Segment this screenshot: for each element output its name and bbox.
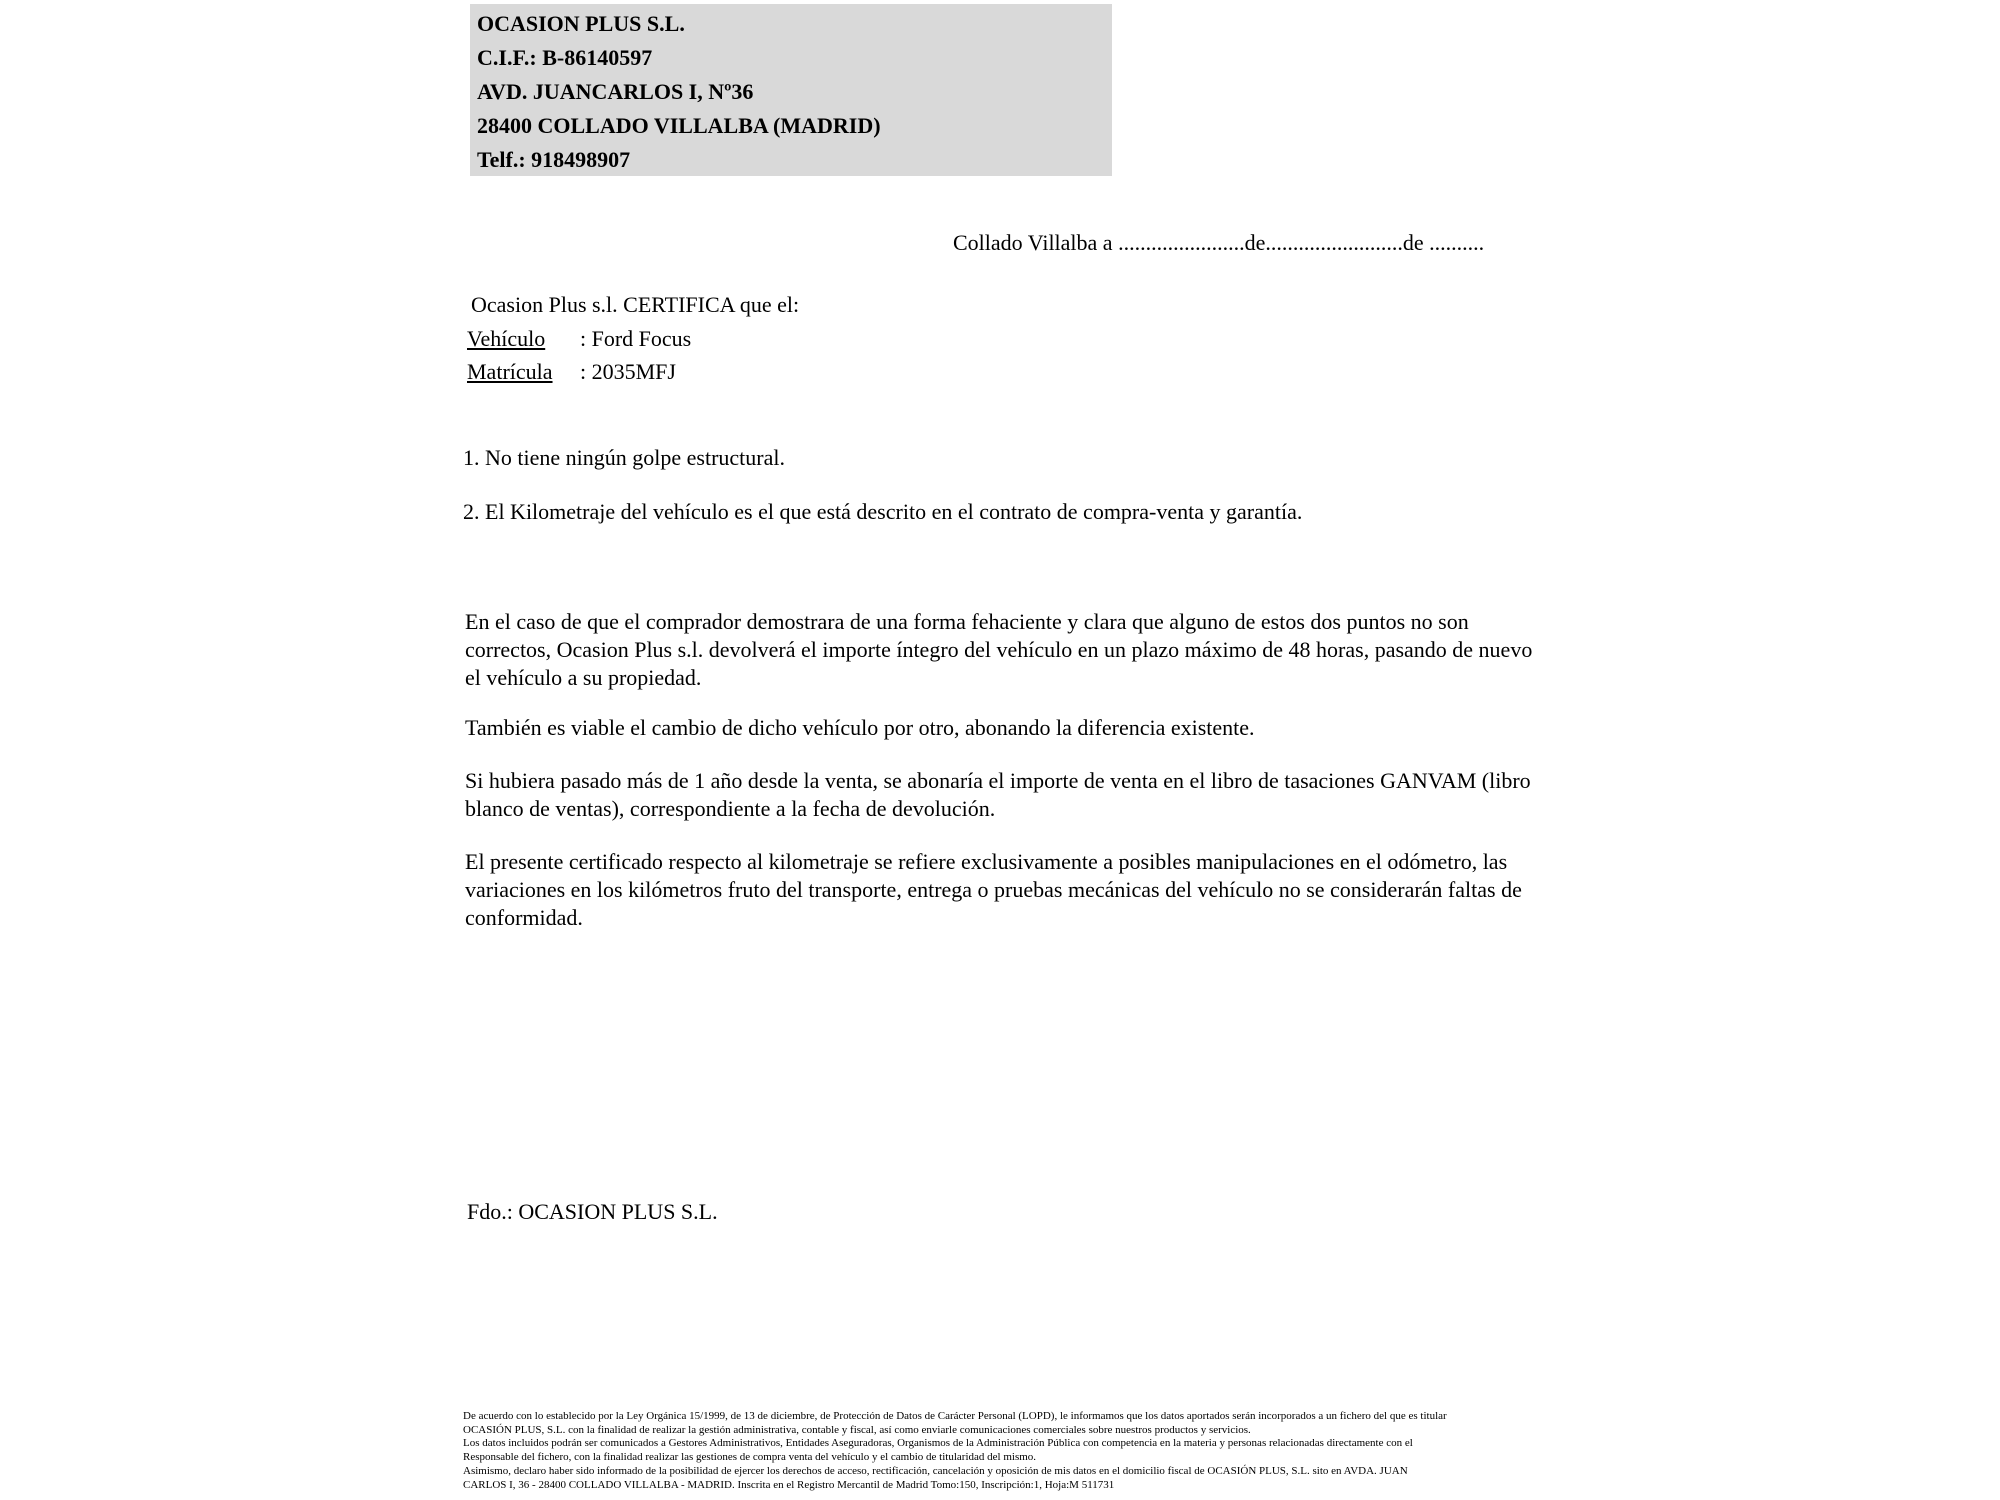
certify-intro: Ocasion Plus s.l. CERTIFICA que el: [471,292,800,317]
plate-label: Matrícula [467,359,553,384]
legal-footer-line: Asimismo, declaro haber sido informado de la posibilidad de ejercer los derechos de acceso, rectificación, cancelación y oposición de mis datos en el domicilio fiscal de OCASIÓN PLUS, S.L. sito en AVDA. JUAN [463,1464,1408,1477]
legal-footer-line: De acuerdo con lo establecido por la Ley Orgánica 15/1999, de 13 de diciembre, de Protección de Datos de Carácter Personal (LOPD), le informamos que los datos aportados serán incorporados a un fichero del que es titular [463,1410,1447,1422]
ganvam-paragraph: Si hubiera pasado más de 1 año desde la venta, se abonaría el importe de venta en el libro de tasaciones GANVAM (libro blanco de ventas), correspondiente a la fecha de devolución. [465,768,1531,821]
company-address: AVD. JUANCARLOS I, Nº36 [477,79,754,104]
legal-footer-line: CARLOS I, 36 - 28400 COLLADO VILLALBA - MADRID. Inscrita en el Registro Mercantil de Madrid Tomo:150, Inscripción:1, Hoja:M 511731 [463,1478,1115,1491]
vehicle-value: : Ford Focus [580,326,692,351]
legal-footer-line: Los datos incluidos podrán ser comunicados a Gestores Administrativos, Entidades Aseguradoras, Organismos de la Administración Pública con competencia en la materia y personas relacionadas directamente con el [463,1437,1413,1450]
company-city: 28400 COLLADO VILLALBA (MADRID) [477,113,881,138]
company-name: OCASION PLUS S.L. [477,11,685,36]
certified-point-2: 2. El Kilometraje del vehículo es el que está descrito en el contrato de compra-venta y garantía. [463,499,1303,524]
plate-line [467,359,676,385]
legal-footer [463,1410,1963,1492]
company-phone: Telf.: 918498907 [477,147,631,172]
vehicle-label: Vehículo [467,326,546,351]
date-blank-line: Collado Villalba a .......................de.........................de .......... [953,230,1485,255]
legal-footer-line: Responsable del fichero, con la finalidad realizar las gestiones de compra venta del vehículo y el cambio de titularidad del mismo. [463,1451,1037,1464]
company-cif: C.I.F.: B-86140597 [477,45,653,70]
refund-paragraph: En el caso de que el comprador demostrara de una forma fehaciente y clara que alguno de estos dos puntos no son correctos, Ocasion Plus s.l. devolverá el importe íntegro del vehículo en un plazo máximo de 48 horas, pasando de nuevo el vehículo a su propiedad. [465,609,1533,690]
signature-line: Fdo.: OCASION PLUS S.L. [467,1199,718,1224]
exchange-paragraph: También es viable el cambio de dicho vehículo por otro, abonando la diferencia existente. [465,715,1255,740]
certified-point-1: 1. No tiene ningún golpe estructural. [463,445,785,470]
company-header-block [470,4,1112,176]
plate-value: : 2035MFJ [580,359,676,384]
legal-footer-line: OCASIÓN PLUS, S.L. con la finalidad de realizar la gestión administrativa, contable y fiscal, así como enviarle comunicaciones comerciales sobre nuestros productos y servicios. [463,1423,1251,1436]
vehicle-line [467,326,691,352]
odometer-paragraph: El presente certificado respecto al kilometraje se refiere exclusivamente a posibles manipulaciones en el odómetro, las variaciones en los kilómetros fruto del transporte, entrega o pruebas mecánicas del vehículo no se considerarán faltas de conformidad. [465,849,1522,930]
